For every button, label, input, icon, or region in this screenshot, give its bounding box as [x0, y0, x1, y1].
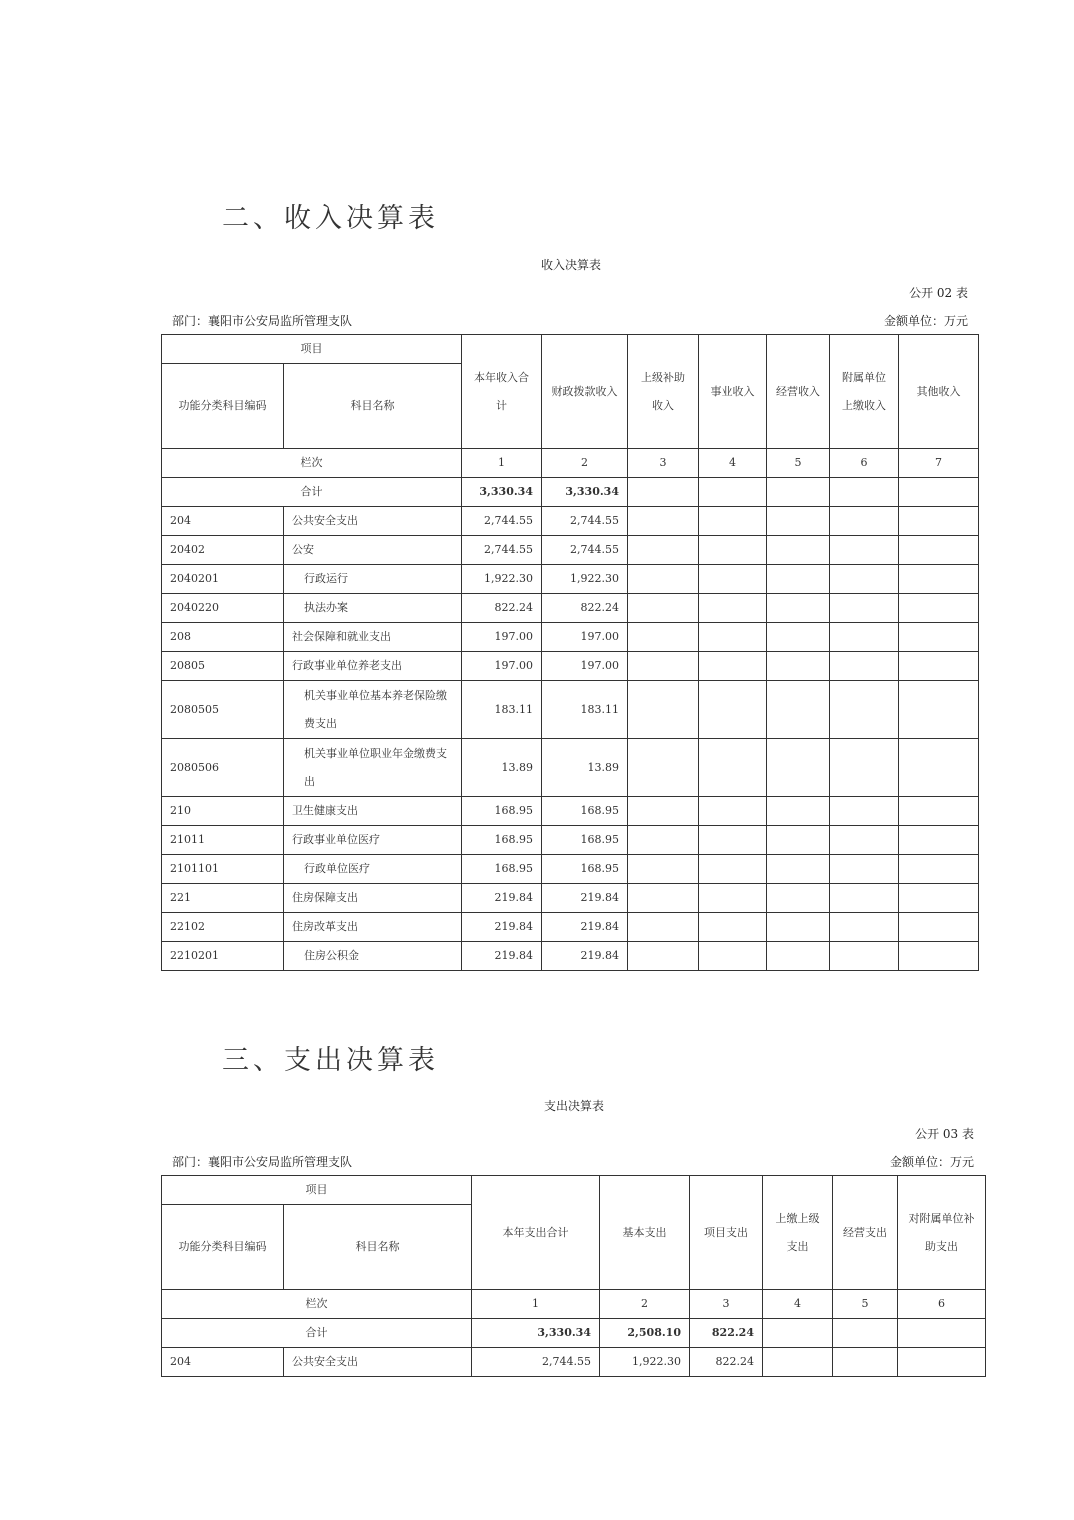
empty-cell — [767, 623, 830, 652]
row-value: 2,744.55 — [542, 536, 628, 565]
row-value: 168.95 — [462, 826, 542, 855]
empty-cell — [830, 884, 899, 913]
empty-cell — [767, 884, 830, 913]
empty-cell — [767, 913, 830, 942]
income-amount-unit: 金额单位：万元 — [883, 314, 968, 328]
table-row — [162, 913, 979, 942]
row-code: 210 — [162, 797, 284, 826]
row-code: 21011 — [162, 826, 284, 855]
empty-cell — [767, 681, 830, 739]
empty-cell — [767, 942, 830, 971]
row-value: 13.89 — [462, 739, 542, 797]
expense-total-value: 822.24 — [690, 1319, 763, 1348]
empty-cell — [830, 478, 899, 507]
row-value: 219.84 — [542, 913, 628, 942]
table-row — [162, 942, 979, 971]
empty-cell — [830, 652, 899, 681]
row-name: 机关事业单位职业年金缴费支出 — [284, 739, 462, 797]
row-value: 1,922.30 — [462, 565, 542, 594]
row-name: 公安 — [284, 536, 462, 565]
empty-cell — [628, 536, 699, 565]
empty-cell — [763, 1348, 833, 1377]
empty-cell — [628, 681, 699, 739]
row-value: 1,922.30 — [542, 565, 628, 594]
empty-cell — [628, 594, 699, 623]
income-col-num: 4 — [699, 449, 767, 478]
empty-cell — [767, 855, 830, 884]
income-col-num: 2 — [542, 449, 628, 478]
empty-cell — [699, 478, 767, 507]
row-value: 168.95 — [542, 797, 628, 826]
empty-cell — [767, 797, 830, 826]
empty-cell — [767, 478, 830, 507]
expense-col-num: 5 — [833, 1290, 898, 1319]
row-name: 行政运行 — [284, 565, 462, 594]
expense-table — [161, 1175, 986, 1377]
row-name: 行政事业单位养老支出 — [284, 652, 462, 681]
income-header-business-income: 事业收入 — [699, 335, 767, 449]
row-value: 13.89 — [542, 739, 628, 797]
empty-cell — [767, 565, 830, 594]
empty-cell — [830, 623, 899, 652]
empty-cell — [899, 507, 979, 536]
table-row — [162, 652, 979, 681]
empty-cell — [699, 623, 767, 652]
expense-col-num: 1 — [472, 1290, 600, 1319]
row-code: 2040201 — [162, 565, 284, 594]
row-name: 行政事业单位医疗 — [284, 826, 462, 855]
empty-cell — [628, 855, 699, 884]
expense-table-number: 公开 03 表 — [915, 1127, 974, 1141]
table-row — [162, 826, 979, 855]
expense-header-operating-expense: 经营支出 — [833, 1176, 898, 1290]
row-code: 2080506 — [162, 739, 284, 797]
row-name: 公共安全支出 — [284, 1348, 472, 1377]
empty-cell — [767, 826, 830, 855]
row-value: 168.95 — [462, 855, 542, 884]
row-value: 2,744.55 — [472, 1348, 600, 1377]
row-value: 197.00 — [462, 652, 542, 681]
row-value: 219.84 — [462, 942, 542, 971]
expense-header-total-expense: 本年支出合计 — [472, 1176, 600, 1290]
empty-cell — [628, 884, 699, 913]
income-total-value: 3,330.34 — [462, 478, 542, 507]
table-row — [162, 507, 979, 536]
table-row — [162, 536, 979, 565]
row-name: 公共安全支出 — [284, 507, 462, 536]
income-col-num: 7 — [899, 449, 979, 478]
expense-header-remit-superior: 上缴上级支出 — [763, 1176, 833, 1290]
empty-cell — [699, 913, 767, 942]
empty-cell — [699, 826, 767, 855]
empty-cell — [899, 855, 979, 884]
row-code: 22102 — [162, 913, 284, 942]
empty-cell — [830, 797, 899, 826]
row-value: 2,744.55 — [462, 507, 542, 536]
empty-cell — [899, 623, 979, 652]
empty-cell — [699, 565, 767, 594]
income-table — [161, 334, 979, 971]
row-name: 机关事业单位基本养老保险缴费支出 — [284, 681, 462, 739]
expense-lanci-label: 栏次 — [162, 1290, 472, 1319]
row-name: 执法办案 — [284, 594, 462, 623]
row-value: 219.84 — [542, 884, 628, 913]
empty-cell — [830, 536, 899, 565]
empty-cell — [898, 1348, 986, 1377]
income-department: 部门：襄阳市公安局监所管理支队 — [172, 314, 353, 328]
income-header-name: 科目名称 — [284, 364, 462, 449]
row-name: 卫生健康支出 — [284, 797, 462, 826]
empty-cell — [699, 652, 767, 681]
expense-total-label: 合计 — [162, 1319, 472, 1348]
table-row — [162, 594, 979, 623]
table-row — [162, 739, 979, 797]
income-total-value: 3,330.34 — [542, 478, 628, 507]
row-value: 822.24 — [462, 594, 542, 623]
empty-cell — [628, 623, 699, 652]
income-header-superior-subsidy: 上级补助收入 — [628, 335, 699, 449]
expense-header-name: 科目名称 — [284, 1205, 472, 1290]
empty-cell — [899, 478, 979, 507]
empty-cell — [699, 942, 767, 971]
expense-total-value: 2,508.10 — [600, 1319, 690, 1348]
empty-cell — [628, 652, 699, 681]
empty-cell — [628, 739, 699, 797]
row-value: 168.95 — [542, 855, 628, 884]
empty-cell — [628, 797, 699, 826]
table-row — [162, 884, 979, 913]
income-col-num: 1 — [462, 449, 542, 478]
empty-cell — [699, 797, 767, 826]
empty-cell — [899, 536, 979, 565]
empty-cell — [899, 594, 979, 623]
expense-amount-unit: 金额单位：万元 — [889, 1155, 974, 1169]
row-value: 822.24 — [542, 594, 628, 623]
empty-cell — [830, 565, 899, 594]
income-table-caption: 收入决算表 — [541, 258, 602, 272]
row-value: 822.24 — [690, 1348, 763, 1377]
empty-cell — [830, 739, 899, 797]
row-value: 2,744.55 — [542, 507, 628, 536]
row-value: 197.00 — [542, 652, 628, 681]
empty-cell — [830, 507, 899, 536]
row-code: 221 — [162, 884, 284, 913]
row-value: 197.00 — [462, 623, 542, 652]
empty-cell — [830, 855, 899, 884]
income-table-number: 公开 02 表 — [909, 286, 968, 300]
empty-cell — [628, 507, 699, 536]
empty-cell — [899, 826, 979, 855]
row-value: 183.11 — [542, 681, 628, 739]
row-code: 208 — [162, 623, 284, 652]
expense-section-heading: 三、支出决算表 — [222, 1045, 439, 1076]
empty-cell — [699, 681, 767, 739]
expense-header-item: 项目 — [162, 1176, 472, 1205]
expense-header-basic-expense: 基本支出 — [600, 1176, 690, 1290]
table-row — [162, 565, 979, 594]
empty-cell — [833, 1348, 898, 1377]
income-col-num: 6 — [830, 449, 899, 478]
table-row — [162, 797, 979, 826]
empty-cell — [899, 739, 979, 797]
empty-cell — [830, 826, 899, 855]
income-header-affiliated-income: 附属单位上缴收入 — [830, 335, 899, 449]
row-code: 20402 — [162, 536, 284, 565]
empty-cell — [699, 739, 767, 797]
empty-cell — [899, 884, 979, 913]
empty-cell — [699, 594, 767, 623]
row-value: 219.84 — [462, 884, 542, 913]
row-code: 204 — [162, 1348, 284, 1377]
empty-cell — [767, 652, 830, 681]
row-name: 住房保障支出 — [284, 884, 462, 913]
income-header-operating-income: 经营收入 — [767, 335, 830, 449]
row-value: 197.00 — [542, 623, 628, 652]
expense-col-num: 3 — [690, 1290, 763, 1319]
row-name: 住房改革支出 — [284, 913, 462, 942]
empty-cell — [899, 681, 979, 739]
row-code: 2080505 — [162, 681, 284, 739]
income-section-heading: 二、收入决算表 — [222, 203, 439, 234]
row-value: 219.84 — [542, 942, 628, 971]
empty-cell — [898, 1319, 986, 1348]
empty-cell — [899, 565, 979, 594]
expense-header-affiliated-subsidy: 对附属单位补助支出 — [898, 1176, 986, 1290]
empty-cell — [899, 913, 979, 942]
row-value: 183.11 — [462, 681, 542, 739]
row-name: 社会保障和就业支出 — [284, 623, 462, 652]
expense-total-value: 3,330.34 — [472, 1319, 600, 1348]
empty-cell — [830, 681, 899, 739]
empty-cell — [833, 1319, 898, 1348]
row-value: 2,744.55 — [462, 536, 542, 565]
empty-cell — [899, 942, 979, 971]
expense-department: 部门：襄阳市公安局监所管理支队 — [172, 1155, 353, 1169]
row-value: 168.95 — [542, 826, 628, 855]
empty-cell — [628, 942, 699, 971]
empty-cell — [763, 1319, 833, 1348]
table-row — [162, 1348, 986, 1377]
row-code: 2210201 — [162, 942, 284, 971]
table-row — [162, 623, 979, 652]
income-header-fiscal-appropriation: 财政拨款收入 — [542, 335, 628, 449]
empty-cell — [899, 797, 979, 826]
income-header-other-income: 其他收入 — [899, 335, 979, 449]
expense-header-project-expense: 项目支出 — [690, 1176, 763, 1290]
row-value: 219.84 — [462, 913, 542, 942]
income-col-num: 5 — [767, 449, 830, 478]
income-lanci-label: 栏次 — [162, 449, 462, 478]
empty-cell — [830, 594, 899, 623]
expense-col-num: 4 — [763, 1290, 833, 1319]
income-header-total-income: 本年收入合计 — [462, 335, 542, 449]
empty-cell — [699, 507, 767, 536]
row-name: 住房公积金 — [284, 942, 462, 971]
row-code: 2040220 — [162, 594, 284, 623]
empty-cell — [767, 536, 830, 565]
row-value: 1,922.30 — [600, 1348, 690, 1377]
expense-col-num: 6 — [898, 1290, 986, 1319]
empty-cell — [767, 594, 830, 623]
expense-table-caption: 支出决算表 — [544, 1099, 605, 1113]
empty-cell — [628, 826, 699, 855]
row-value: 168.95 — [462, 797, 542, 826]
row-code: 204 — [162, 507, 284, 536]
expense-header-code: 功能分类科目编码 — [162, 1205, 284, 1290]
income-header-item: 项目 — [162, 335, 462, 364]
empty-cell — [830, 913, 899, 942]
empty-cell — [699, 884, 767, 913]
row-name: 行政单位医疗 — [284, 855, 462, 884]
empty-cell — [830, 942, 899, 971]
table-row — [162, 681, 979, 739]
empty-cell — [699, 536, 767, 565]
expense-col-num: 2 — [600, 1290, 690, 1319]
row-code: 20805 — [162, 652, 284, 681]
empty-cell — [628, 565, 699, 594]
empty-cell — [628, 478, 699, 507]
income-total-label: 合计 — [162, 478, 462, 507]
empty-cell — [899, 652, 979, 681]
empty-cell — [628, 913, 699, 942]
row-code: 2101101 — [162, 855, 284, 884]
empty-cell — [767, 507, 830, 536]
income-col-num: 3 — [628, 449, 699, 478]
empty-cell — [767, 739, 830, 797]
income-header-code: 功能分类科目编码 — [162, 364, 284, 449]
empty-cell — [699, 855, 767, 884]
table-row — [162, 855, 979, 884]
